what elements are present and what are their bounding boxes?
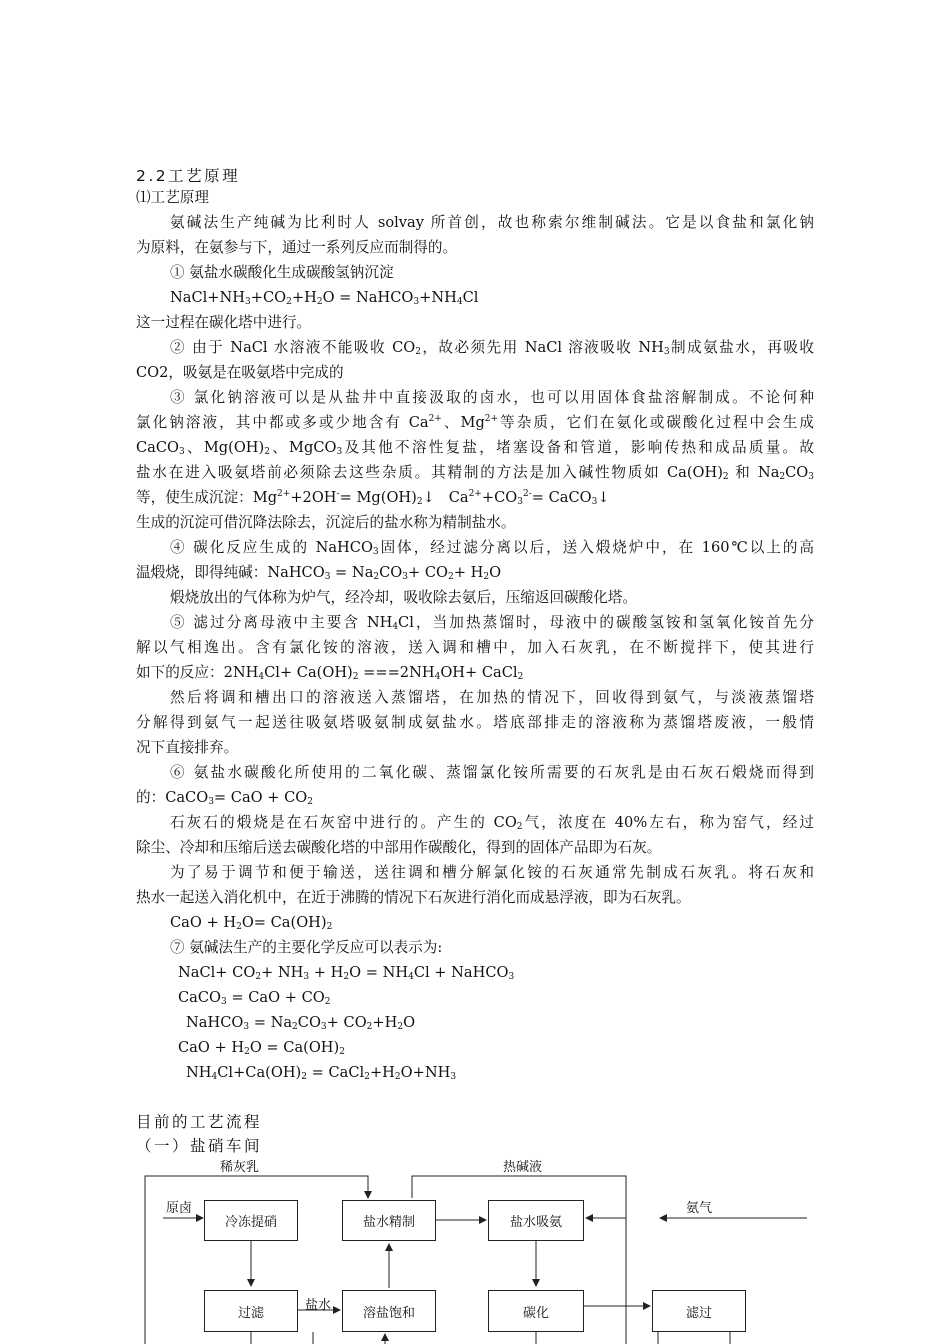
label-raw-brine: 原卤 — [166, 1201, 193, 1216]
equation: NaHCO$_3$ = $Na_2CO_3+ CO_2+H_2O$ — [186, 1014, 416, 1032]
box-absorb: 盐水吸氨 — [488, 1200, 584, 1241]
paragraph-line: 煅烧放出的气体称为炉气，经冷却，吸收除去氨后，压缩返回碳酸化塔。 — [170, 589, 638, 606]
paragraph-line: 石灰石的煅烧是在石灰窑中进行的。产生的 $CO_2$气，浓度在 40%左右，称为窑气，经过 — [170, 814, 814, 832]
paragraph-line: ③ 氯化钠溶液可以是从盐井中直接汲取的卤水，也可以用固体食盐溶解制成。不论何种 — [170, 389, 814, 406]
paragraph-line: 氯化钠溶液，其中都或多或少地含有 $Ca^{2+}$、$Mg^{2+}$等杂质，它们在氨化或碳酸化过程中会生成 — [136, 414, 814, 431]
equation: 温煅烧，即得纯碱：NaHCO$_3$ = $Na_2CO_3+ CO_2+ H_2O$ — [136, 564, 502, 582]
intro-line: 为原料，在氨参与下，通过一系列反应而制得的。 — [136, 239, 458, 256]
label-dilute-lime: 稀灰乳 — [220, 1160, 260, 1175]
paragraph-line: 况下直接排弃。 — [136, 739, 239, 756]
intro-line: 氨碱法生产纯碱为比利时人 solvay 所首创，故也称索尔维制碱法。它是以食盐和氯化钠 — [170, 214, 814, 231]
paragraph-line: 分解得到氨气一起送往吸氨塔吸氨制成氨盐水。塔底部排走的溶液称为蒸馏塔废液，一般情 — [136, 714, 814, 731]
paragraph-line: ④ 碳化反应生成的 NaHCO$_3$固体，经过滤分离以后，送入煅烧炉中，在 160℃以上的高 — [170, 539, 814, 557]
box-filter-2: 滤过 — [652, 1290, 746, 1332]
box-purify: 盐水精制 — [342, 1200, 436, 1241]
equation: 的：CaCO$_3$= CaO + $CO_2$ — [136, 789, 313, 807]
paragraph-line: ② 由于 NaCl 水溶液不能吸收 $CO_2$，故必须先用 NaCl 溶液吸收 $NH_3$制成氨盐水，再吸收 — [170, 339, 814, 357]
paragraph-line: 然后将调和槽出口的溶液送入蒸馏塔，在加热的情况下，回收得到氨气，与淡液蒸馏塔 — [170, 689, 814, 706]
paragraph-line: CO2，吸氨是在吸氨塔中完成的 — [136, 364, 344, 381]
equation: NaCl+ $CO_2+ NH_3 + H_2O = NH_4Cl$ + NaHCO$_3$ — [178, 964, 515, 982]
paragraph-line: 生成的沉淀可借沉降法除去，沉淀后的盐水称为精制盐水。 — [136, 514, 516, 531]
paragraph-line: 盐水在进入吸氨塔前必须除去这些杂质。其精制的方法是加入碱性物质如 $Ca(OH)_2$ 和 $Na_2CO_3$ — [136, 464, 815, 482]
equation: CaCO$_3$ = CaO + $CO_2$ — [178, 989, 331, 1007]
paragraph-line: 这一过程在碳化塔中进行。 — [136, 314, 312, 331]
section-subtitle: ⑴工艺原理 — [136, 189, 209, 206]
equation: CaO + $H_2O = Ca(OH)_2$ — [178, 1039, 345, 1057]
label-ammonia-gas: 氨气 — [686, 1201, 713, 1216]
paragraph-line: 为了易于调节和便于输送，送往调和槽分解氯化铵的石灰通常先制成石灰乳。将石灰和 — [170, 864, 814, 881]
label-hot-alkali: 热碱液 — [503, 1160, 543, 1175]
step-title: ⑦ 氨碱法生产的主要化学反应可以表示为: — [170, 939, 443, 956]
step-title: ① 氨盐水碳酸化生成碳酸氢钠沉淀 — [170, 264, 394, 281]
equation: CaO + $H_2O= Ca(OH)_2$ — [170, 914, 333, 932]
box-filter-1: 过滤 — [204, 1290, 298, 1332]
equation: 等，使生成沉淀：$Mg^{2+}+2OH^-=$ $Mg(OH)_2↓$ $Ca^{2+}+CO_3^{2-}=$ CaCO$_3$↓ — [136, 489, 610, 507]
paragraph-line: CaCO$_3$、$Mg(OH)_2$、MgCO$_3$及其他不溶性复盐，堵塞设备和管道，影响传热和成品质量。故 — [136, 439, 814, 457]
section-title: 2.2工艺原理 — [136, 167, 241, 185]
equation: 如下的反应：$2NH_4Cl+ Ca(OH)_2 ===2NH_4OH+$ CaCl$_2$ — [136, 664, 524, 682]
label-brine: 盐水 — [305, 1298, 332, 1313]
box-freeze: 冷冻提硝 — [204, 1200, 298, 1241]
paragraph-line: 除尘、冷却和压缩后送去碳酸化塔的中部用作碳酸化，得到的固体产品即为石灰。 — [136, 839, 662, 856]
paragraph-line: ⑤ 滤过分离母液中主要含 $NH_4Cl$，当加热蒸馏时，母液中的碳酸氢铵和氢氧化铵首先分 — [170, 614, 814, 632]
process-title: 目前的工艺流程 — [136, 1113, 263, 1131]
box-carbonate: 碳化 — [488, 1290, 584, 1332]
paragraph-line: 解以气相逸出。含有氯化铵的溶液，送入调和槽中，加入石灰乳，在不断搅拌下，使其进行 — [136, 639, 814, 656]
equation: $NaCl+NH_3+CO_2+H_2O$ = $NaHCO_3+NH_4Cl$ — [170, 289, 479, 307]
box-dissolve: 溶盐饱和 — [342, 1290, 436, 1332]
paragraph-line: ⑥ 氨盐水碳酸化所使用的二氧化碳、蒸馏氯化铵所需要的石灰乳是由石灰石煅烧而得到 — [170, 764, 814, 781]
paragraph-line: 热水一起送入消化机中，在近于沸腾的情况下石灰进行消化而成悬浮液，即为石灰乳。 — [136, 889, 691, 906]
equation: $NH_4Cl+Ca(OH)_2$ = $CaCl_2+H_2O+NH_3$ — [186, 1064, 457, 1082]
workshop-title: （一）盐硝车间 — [136, 1137, 263, 1155]
